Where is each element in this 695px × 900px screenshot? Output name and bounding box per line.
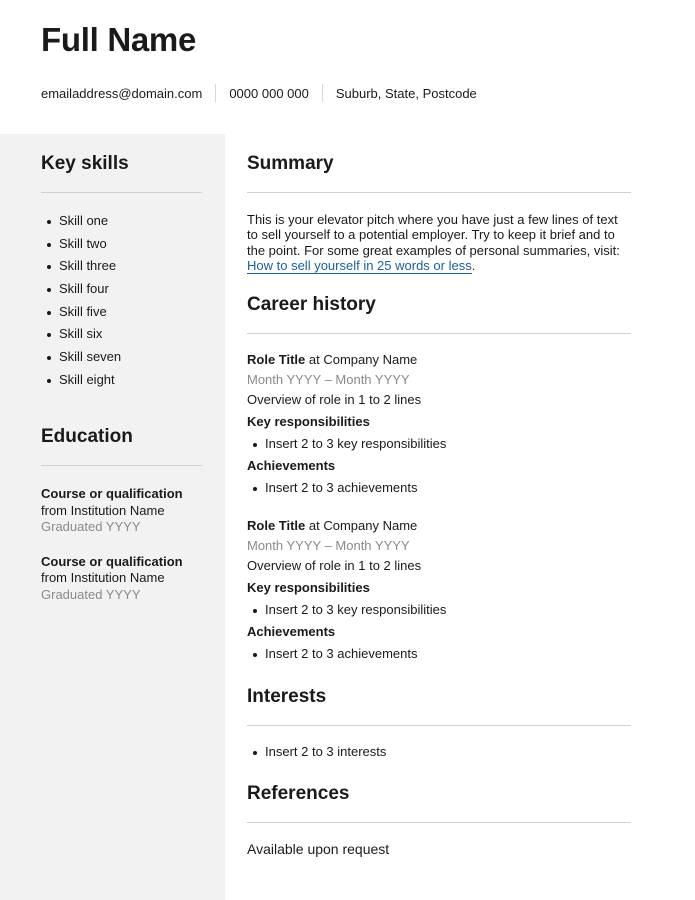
- education-list: [41, 486, 202, 603]
- summary-heading: Summary: [247, 153, 334, 174]
- email-address: emailaddress@domain.com: [41, 85, 203, 101]
- summary-section: [247, 153, 631, 273]
- list-item: Insert 2 to 3 key responsibilities: [247, 435, 631, 457]
- location: Suburb, State, Postcode: [335, 85, 477, 101]
- responsibilities-heading: Key responsibilities: [247, 414, 370, 429]
- list-item: Skill three: [41, 258, 202, 281]
- job-entry: [247, 351, 631, 501]
- skills-heading: Key skills: [41, 153, 129, 174]
- section-divider: [41, 465, 202, 466]
- interests-section: [247, 686, 631, 759]
- responsibilities-list: [247, 601, 631, 623]
- list-item: Skill six: [41, 326, 202, 349]
- job-overview: Overview of role in 1 to 2 lines: [247, 558, 422, 573]
- summary-end: .: [471, 257, 476, 273]
- list-item: Skill five: [41, 304, 202, 327]
- list-item: Insert 2 to 3 achievements: [247, 479, 631, 501]
- institution-name: from Institution Name: [41, 570, 165, 585]
- section-divider: [247, 333, 631, 334]
- institution-name: from Institution Name: [41, 502, 165, 518]
- graduation-year: Graduated YYYY: [41, 586, 141, 602]
- summary-text: [247, 212, 631, 273]
- list-item: Insert 2 to 3 achievements: [247, 645, 631, 667]
- graduation-year: Graduated YYYY: [41, 519, 141, 534]
- summary-body: This is your elevator pitch where you have just a few lines of text to sell yourself to a potential employer. Try to keep it brief and to the point. For some great examples of personal summaries, visit:: [247, 212, 620, 258]
- list-item: Skill seven: [41, 349, 202, 372]
- phone-number: 0000 000 000: [229, 85, 309, 101]
- skills-list: [41, 213, 202, 395]
- list-item: Skill eight: [41, 372, 202, 395]
- company-name: at Company Name: [308, 352, 418, 367]
- list-item: Skill two: [41, 236, 202, 259]
- list-item: Insert 2 to 3 interests: [247, 744, 631, 759]
- section-divider: [247, 192, 631, 193]
- section-divider: [41, 192, 202, 193]
- skills-section: [41, 153, 202, 395]
- achievements-list: [247, 645, 631, 667]
- responsibilities-list: [247, 435, 631, 457]
- education-heading: Education: [41, 426, 133, 447]
- job-title-line: [247, 517, 631, 537]
- references-heading: References: [247, 783, 350, 804]
- role-title: Role Title: [247, 518, 306, 533]
- list-item: Skill four: [41, 281, 202, 304]
- achievements-heading: Achievements: [247, 458, 336, 473]
- job-dates: Month YYYY – Month YYYY: [247, 372, 410, 387]
- achievements-heading: Achievements: [247, 624, 336, 639]
- job-dates: Month YYYY – Month YYYY: [247, 538, 410, 553]
- contact-line: [41, 84, 477, 102]
- career-section: [247, 294, 631, 667]
- job-entry: [247, 517, 631, 667]
- section-divider: [247, 822, 631, 823]
- contact-divider: [215, 84, 216, 102]
- education-item: [41, 486, 202, 536]
- interests-list: [247, 744, 631, 759]
- education-section: [41, 426, 202, 621]
- resume-header: [0, 0, 695, 134]
- list-item: Skill one: [41, 213, 202, 236]
- contact-divider: [322, 84, 323, 102]
- full-name: Full Name: [41, 21, 197, 58]
- summary-link[interactable]: How to sell yourself in 25 words or less: [247, 257, 472, 273]
- interests-heading: Interests: [247, 686, 327, 707]
- section-divider: [247, 725, 631, 726]
- course-name: Course or qualification: [41, 486, 183, 501]
- role-title: Role Title: [247, 352, 306, 367]
- references-section: [247, 783, 631, 857]
- references-text: Available upon request: [247, 841, 390, 857]
- achievements-list: [247, 479, 631, 501]
- education-item: [41, 554, 202, 604]
- list-item: Insert 2 to 3 key responsibilities: [247, 601, 631, 623]
- responsibilities-heading: Key responsibilities: [247, 580, 370, 595]
- course-name: Course or qualification: [41, 553, 183, 569]
- company-name: at Company Name: [308, 518, 418, 533]
- job-overview: Overview of role in 1 to 2 lines: [247, 392, 422, 407]
- career-heading: Career history: [247, 294, 376, 315]
- job-title-line: [247, 351, 631, 371]
